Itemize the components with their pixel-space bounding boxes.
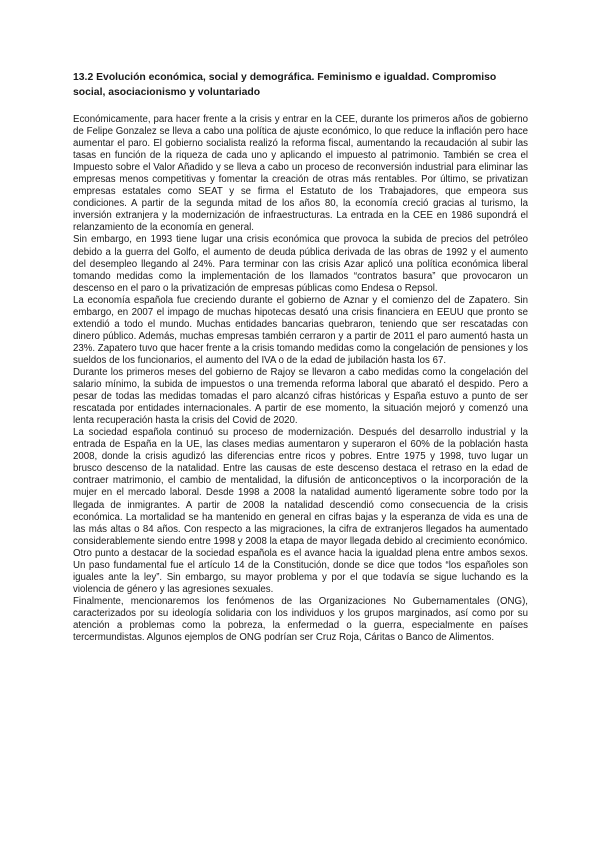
paragraph-gobierno-rajoy: Durante los primeros meses del gobierno de Rajoy se llevaron a cabo medidas como la congelación del salario mínimo, la subida de impuestos o una tremenda reforma laboral que abarató el despido. Pero a pesar de todas las medidas tomadas el paro alcanzó cifras históricas y España estuvo a punto de ser rescatada por entidades internacionales. A partir de ese momento, la situación mejoró y comenzó una lenta recuperación hasta la crisis del Covid de 2020. bbox=[73, 366, 528, 427]
paragraph-crisis-1993: Sin embargo, en 1993 tiene lugar una crisis económica que provoca la subida de precios del petróleo debido a la guerra del Golfo, el aumento de deuda pública derivada de las obras de 1992 y el aumento del desempleo llegando al 24%. Para terminar con las crisis Azar aplicó una política económica liberal tomando medidas como la implementación de los llamados “contratos basura” que provocaron un descenso en el paro o la privatización de empresas públicas como Endesa o Repsol. bbox=[73, 234, 528, 294]
paragraph-ong: Finalmente, mencionaremos los fenómenos de las Organizaciones No Gubernamentales (ONG), caracterizados por su ideología solidaria con los individuos y los grupos marginados, así como por su atención a problemas como la pobreza, la enfermedad o la guerra, especialmente en países tercermundistas. Algunos ejemplos de ONG podrían ser Cruz Roja, Cáritas o Banco de Alimentos. bbox=[73, 595, 528, 644]
paragraph-crisis-2007: La economía española fue creciendo durante el gobierno de Aznar y el comienzo del de Zapatero. Sin embargo, en 2007 el impago de muchas hipotecas desató una crisis financiera en EEUU que pronto se extendió a todo el mundo. Muchas entidades bancarias quebraron, teniendo que ser rescatadas con dinero público. Además, muchas empresas también cerraron y a partir de 2011 el paro aumentó hasta un 23%. Zapatero tuvo que hacer frente a la crisis tomando medidas como la congelación de pensiones y los sueldos de los funcionarios, el aumento del IVA o de la edad de jubilación hasta los 67. bbox=[73, 294, 528, 366]
paragraph-sociedad-demografia: La sociedad española continuó su proceso de modernización. Después del desarrollo industrial y la entrada de España en la UE, las clases medias aumentaron y superaron el 60% de la población hasta 2008, donde la crisis agudizó las diferencias entre ricos y pobres. Entre 1975 y 1998, tuvo lugar un brusco descenso de la natalidad. Entre las causas de este descenso destaca el retraso en la edad de contraer matrimonio, el cambio de mentalidad, la difusión de anticonceptivos o la incorporación de la mujer en el mercado laboral. Desde 1998 a 2008 la natalidad aumentó ligeramente sobre todo por la llegada de inmigrantes. A partir de 2008 la natalidad descendió como consecuencia de la crisis económica. La mortalidad se ha mantenido en general en cifras bajas y la esperanza de vida es una de las más altas o 84 años. Con respecto a las migraciones, la cifra de extranjeros llegados ha aumentado considerablemente siendo entre 1998 y 2008 la etapa de mayor llegada debido al crecimiento económico. bbox=[73, 427, 528, 547]
document-body bbox=[73, 114, 528, 644]
paragraph-igualdad: Otro punto a destacar de la sociedad española es el avance hacia la igualdad plena entre ambos sexos. Un paso fundamental fue el artículo 14 de la Constitución, donde se dice que todos “los españoles son iguales ante la ley”. Sin embargo, su mayor problema y por el que todavía se sigue luchando es la violencia de género y las agresiones sexuales. bbox=[73, 547, 528, 595]
page-title: 13.2 Evolución económica, social y demográfica. Feminismo e igualdad. Compromiso social, asociacionismo y voluntariado bbox=[73, 72, 497, 98]
paragraph-economia-gonzalez: Económicamente, para hacer frente a la crisis y entrar en la CEE, durante los primeros años de gobierno de Felipe Gonzalez se lleva a cabo una política de ajuste económico, lo que reduce la inflación pero hace aumentar el paro. El gobierno socialista realizó la reforma fiscal, aumentando la recaudación al subir las tasas en función de la riqueza de cada uno y aplicando el impuesto al patrimonio. También se crea el Impuesto sobre el Valor Añadido y se lleva a cabo un proceso de reconversión industrial para eliminar las empresas menos competitivas y fomentar la creación de otras más rentables. Por último, se privatizan empresas estatales como SEAT y se firma el Estatuto de los Trabajadores, que empeora sus condiciones. A partir de la segunda mitad de los años 80, la economía creció gracias al turismo, la inversión extranjera y la modernización de infraestructuras. La entrada en la CEE en 1986 supondrá el relanzamiento de la economía en general. bbox=[73, 114, 528, 234]
